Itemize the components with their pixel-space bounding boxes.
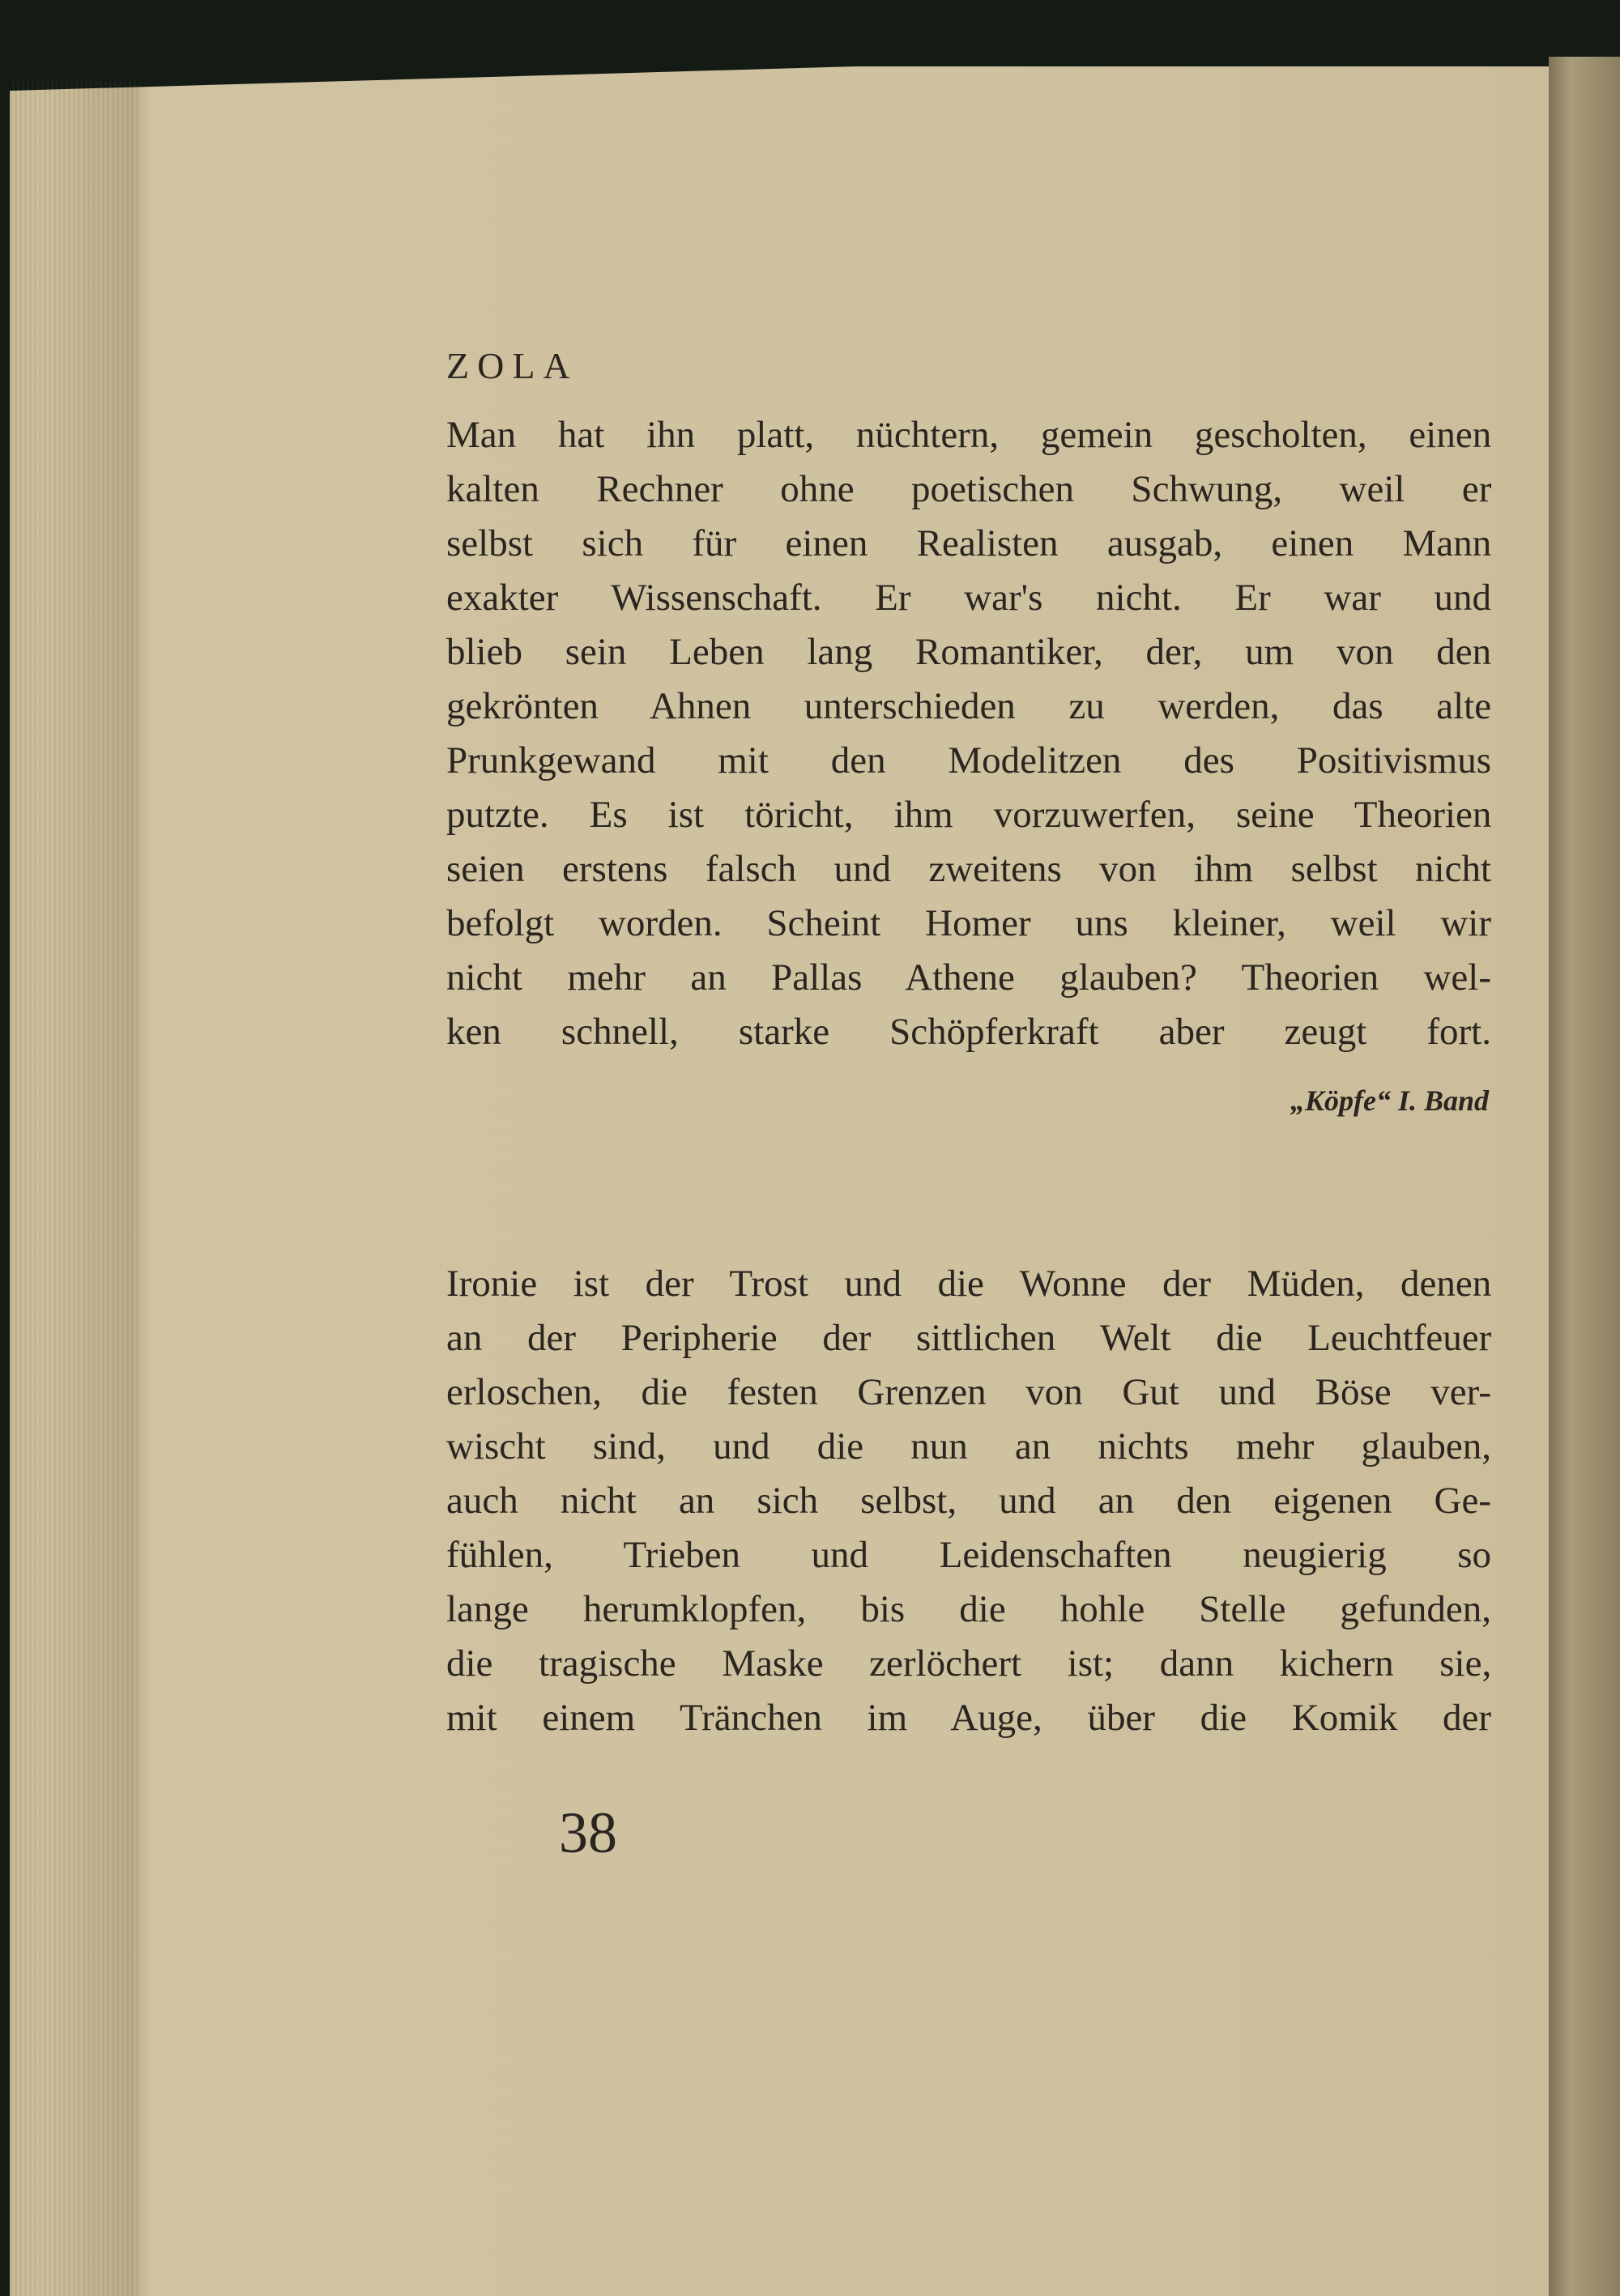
text-line: Ironie ist der Trost und die Wonne der Müden, denen	[446, 1263, 1492, 1305]
text-line: blieb sein Leben lang Romantiker, der, um von den	[446, 631, 1492, 673]
page-number: 38	[559, 1800, 617, 1865]
text-line: auch nicht an sich selbst, und an den eigenen Ge-	[446, 1480, 1491, 1522]
text-line: an der Peripherie der sittlichen Welt die Leuchtfeuer	[446, 1317, 1492, 1359]
text-line: selbst sich für einen Realisten ausgab, einen Mann	[446, 522, 1492, 564]
text-line: exakter Wissenschaft. Er war's nicht. Er war und	[446, 577, 1491, 619]
text-line: putzte. Es ist töricht, ihm vorzuwerfen, seine Theorien	[446, 794, 1492, 836]
text-line: gekrönten Ahnen unterschieden zu werden, das alte	[446, 685, 1492, 727]
text-line: die tragische Maske zerlöchert ist; dann kichern sie,	[446, 1642, 1492, 1685]
text-line: seien erstens falsch und zweitens von ihm selbst nicht	[446, 848, 1491, 890]
text-line: Prunkgewand mit den Modelitzen des Positivismus	[446, 739, 1491, 782]
citation: „Köpfe“ I. Band	[1290, 1084, 1489, 1117]
text-line: lange herumklopfen, bis die hohle Stelle gefunden,	[446, 1588, 1492, 1630]
section-title: ZOLA	[446, 345, 578, 386]
text-line: kalten Rechner ohne poetischen Schwung, weil er	[446, 468, 1492, 510]
text-line: wischt sind, und die nun an nichts mehr glauben,	[446, 1425, 1491, 1467]
text-line: erloschen, die festen Grenzen von Gut und Böse ver-	[446, 1371, 1491, 1413]
paragraph-ironie	[446, 1257, 1491, 1745]
text-line: nicht mehr an Pallas Athene glauben? Theorien wel-	[446, 956, 1491, 999]
text-line: fühlen, Trieben und Leidenschaften neugierig so	[446, 1534, 1492, 1576]
text-line: mit einem Tränchen im Auge, über die Komik der	[446, 1697, 1491, 1739]
text-line: Man hat ihn platt, nüchtern, gemein gescholten, einen	[446, 414, 1492, 456]
text-line: befolgt worden. Scheint Homer uns kleiner, weil wir	[446, 902, 1491, 944]
page-edges	[10, 81, 139, 2296]
text-line: ken schnell, starke Schöpferkraft aber zeugt fort.	[446, 1011, 1491, 1053]
paragraph-zola	[446, 408, 1491, 1059]
next-page-edge	[1549, 57, 1620, 2296]
book-page	[10, 66, 1549, 2296]
